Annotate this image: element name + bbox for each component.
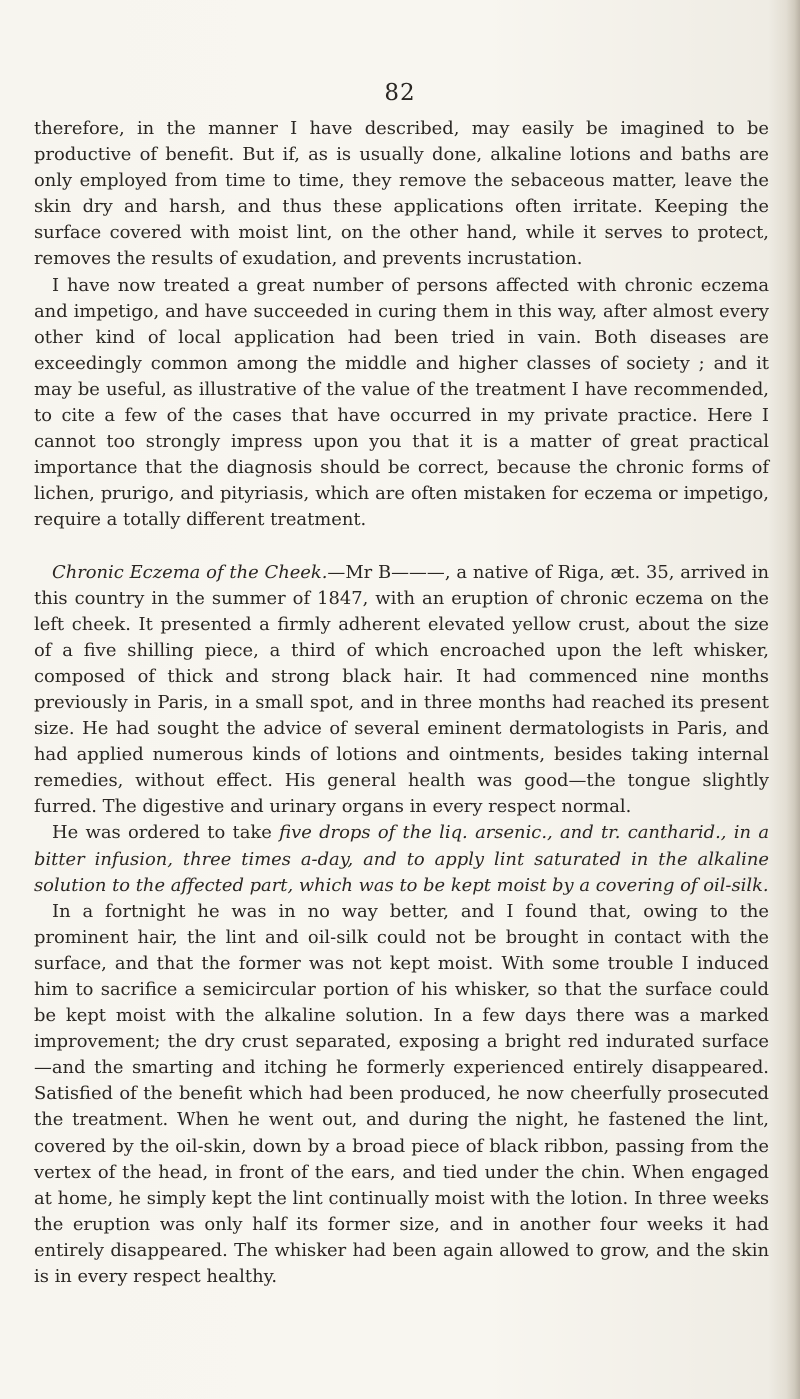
paragraph-outcome: In a fortnight he was in no way better, and I found that, owing to the prominent hair, the lint and oil-silk could not be brought in contact with the surface, and that the former was not kept moist. With some trouble I induced him to sacrifice a semicircular portion of his whisker, so that the surface could be kept moist with the alkaline solution. In a few days there was a marked improvement; the dry crust separated, exposing a bright red indurated surface —and the smarting and itching he formerly experienced entirely disappeared. Satisfied of the benefit which had been produced, he now cheerfully prosecuted the treatment. When he went out, and during the night, he fastened the lint, covered by the oil-skin, down by a broad piece of black ribbon, passing from the vertex of the head, in front of the ears, and tied under the chin. When engaged at home, he simply kept the lint continually moist with the lotion. In three weeks the eruption was only half its former size, and in another four weeks it had entirely disappeared. The whisker had been again allowed to grow, and the skin is in every respect healthy. (34, 900, 769, 1288)
case-body: —Mr B———, a native of Riga, æt. 35, arrived in this country in the summer of 1847, with an eruption of chronic eczema on the left cheek. It presented a firmly adherent elevated yellow crust, about the size of a five shilling piece, a third of which encroached upon the left whisker, composed of thick and strong black hair. It had commenced nine months previously in Paris, in a small spot, and in three months had reached its present size. He had sought the advice of several eminent dermatologists in Paris, and had applied numerous kinds of lotions and ointments, besides taking internal remedies, without effect. His general health was good—the tongue slightly furred. The digestive and urinary organs in every respect normal. (34, 561, 769, 818)
page-edge-shadow (786, 0, 800, 1399)
body-text (34, 116, 769, 1290)
paragraph-continuation: therefore, in the manner I have described, may easily be imagined to be productive of benefit. But if, as is usually done, alkaline lotions and baths are only employed from time to time, they remove the sebaceous matter, leave the skin dry and harsh, and thus these applications often irritate. Keeping the surface covered with moist lint, on the other hand, while it serves to protect, removes the results of exudation, and prevents incrustation. (34, 118, 769, 270)
paragraph-treatment-cases: I have now treated a great number of persons affected with chronic eczema and impetigo, and have succeeded in curing them in this way, after almost every other kind of local application had been tried in vain. Both diseases are exceedingly common among the middle and higher classes of society ; and it may be useful, as illustrative of the value of the treatment I have recommended, to cite a few of the cases that have occurred in my private practice. Here I cannot too strongly impress upon you that it is a matter of great practical importance that the diagnosis should be correct, because the chronic forms of lichen, prurigo, and pityriasis, which are often mistaken for eczema or impetigo, require a totally different treatment. (34, 274, 769, 531)
paragraph-prescription (34, 820, 769, 898)
case-heading: Chronic Eczema of the Cheek. (52, 561, 328, 583)
prescription-text: five drops of the liq. arsenic., and tr. cantharid., in a bitter infusion, three times a-day, and to apply lint saturated in the alkaline solution to the affected part, which was to be kept moist by a covering of oil-silk. (34, 822, 769, 896)
paragraph-case-report (34, 560, 769, 821)
page-number: 82 (384, 80, 416, 106)
prescription-lead: He was ordered to take (52, 822, 280, 844)
